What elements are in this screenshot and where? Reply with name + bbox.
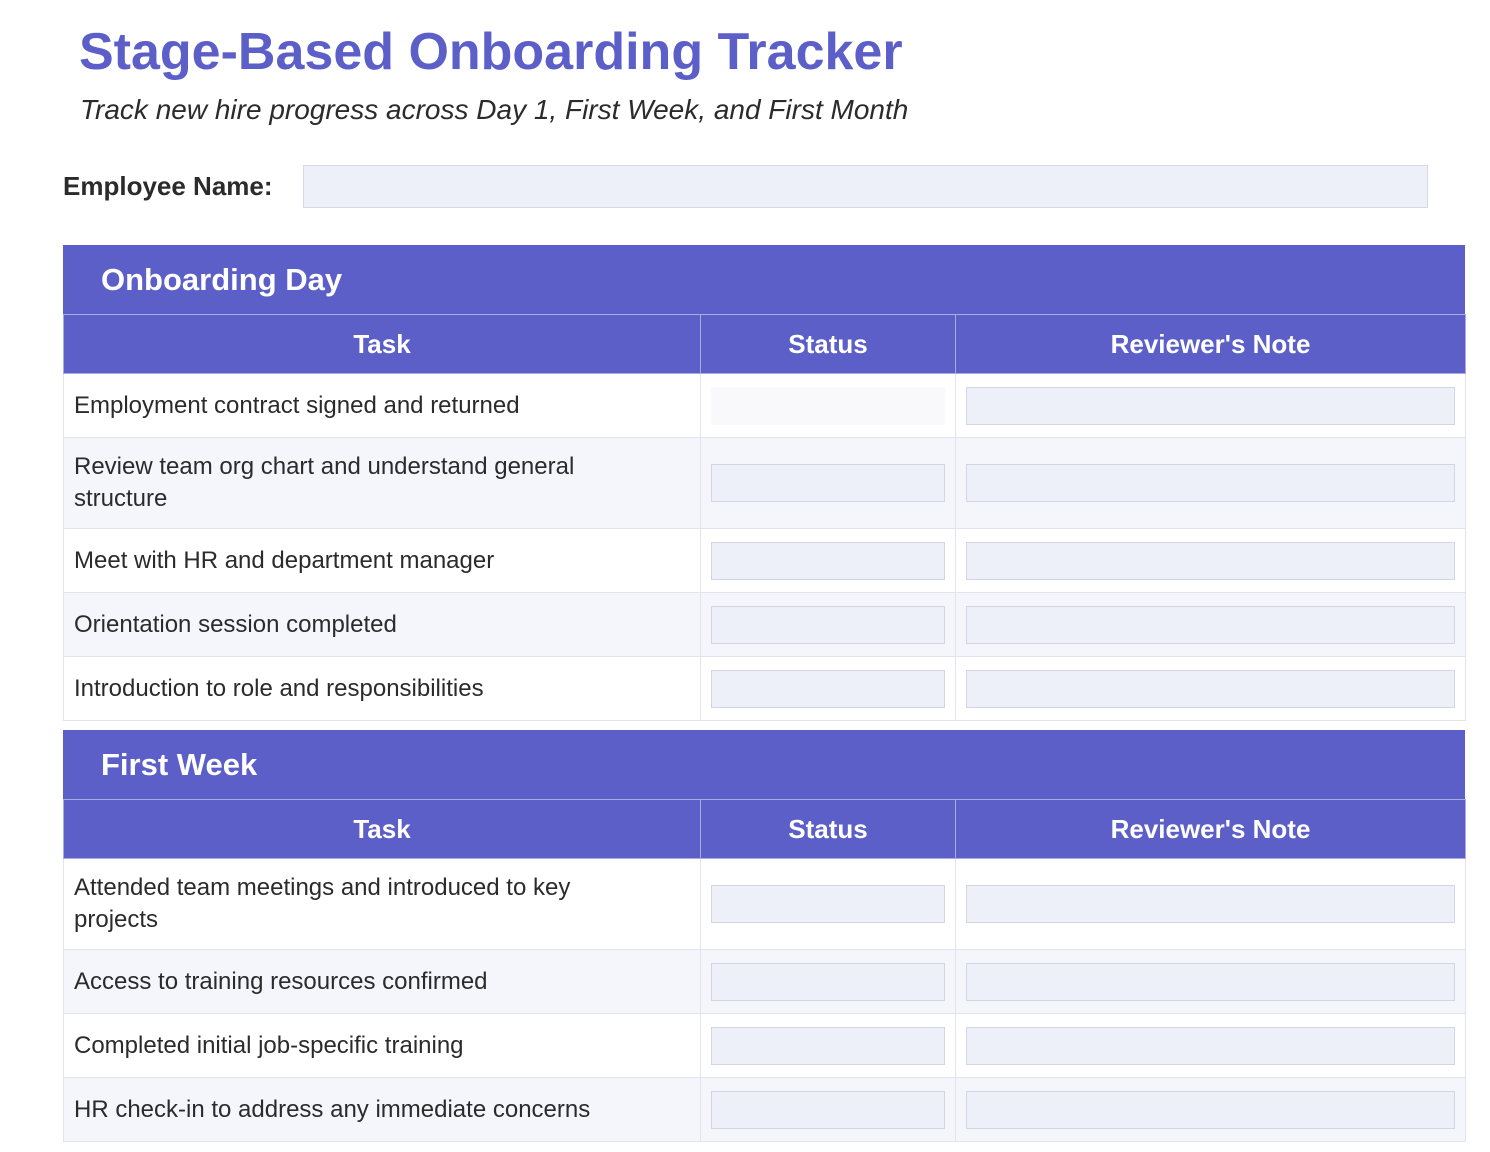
employee-name-input[interactable] xyxy=(303,165,1428,208)
status-cell xyxy=(701,1014,956,1078)
table-row xyxy=(64,859,1466,950)
page-title: Stage-Based Onboarding Tracker xyxy=(79,23,903,81)
section-onboarding-day xyxy=(63,245,1465,721)
status-cell xyxy=(701,374,956,438)
status-input[interactable] xyxy=(711,1027,945,1065)
reviewer-note-input[interactable] xyxy=(966,670,1455,708)
task-cell: Attended team meetings and introduced to key projects xyxy=(64,859,701,950)
reviewer-note-input[interactable] xyxy=(966,1091,1455,1129)
note-cell xyxy=(956,657,1466,721)
employee-name-label: Employee Name: xyxy=(63,171,273,201)
status-cell xyxy=(701,950,956,1014)
task-table xyxy=(63,799,1466,1142)
status-cell xyxy=(701,438,956,529)
task-cell: Review team org chart and understand general structure xyxy=(64,438,701,529)
reviewer-note-input[interactable] xyxy=(966,963,1455,1001)
table-row xyxy=(64,950,1466,1014)
note-cell xyxy=(956,593,1466,657)
column-header-task: Task xyxy=(64,315,701,374)
status-input[interactable] xyxy=(711,885,945,923)
status-input[interactable] xyxy=(711,963,945,1001)
status-cell xyxy=(701,859,956,950)
column-header-status: Status xyxy=(701,315,956,374)
status-input[interactable] xyxy=(711,387,945,425)
note-cell xyxy=(956,374,1466,438)
note-cell xyxy=(956,1014,1466,1078)
page-subtitle: Track new hire progress across Day 1, First Week, and First Month xyxy=(80,94,909,125)
status-cell xyxy=(701,529,956,593)
status-input[interactable] xyxy=(711,464,945,502)
note-cell xyxy=(956,438,1466,529)
task-cell: Meet with HR and department manager xyxy=(64,529,701,593)
status-input[interactable] xyxy=(711,1091,945,1129)
table-row xyxy=(64,657,1466,721)
task-table xyxy=(63,314,1466,721)
task-cell: Completed initial job-specific training xyxy=(64,1014,701,1078)
section-title: First Week xyxy=(63,730,1465,799)
note-cell xyxy=(956,1078,1466,1142)
reviewer-note-input[interactable] xyxy=(966,387,1455,425)
table-row xyxy=(64,529,1466,593)
employee-name-row xyxy=(63,165,1428,208)
table-row xyxy=(64,1078,1466,1142)
task-cell: Introduction to role and responsibilities xyxy=(64,657,701,721)
section-first-week xyxy=(63,730,1465,1142)
status-input[interactable] xyxy=(711,606,945,644)
reviewer-note-input[interactable] xyxy=(966,885,1455,923)
reviewer-note-input[interactable] xyxy=(966,542,1455,580)
status-cell xyxy=(701,657,956,721)
table-row xyxy=(64,593,1466,657)
task-cell: HR check-in to address any immediate concerns xyxy=(64,1078,701,1142)
table-row xyxy=(64,1014,1466,1078)
column-header-note: Reviewer's Note xyxy=(956,800,1466,859)
section-title: Onboarding Day xyxy=(63,245,1465,314)
reviewer-note-input[interactable] xyxy=(966,1027,1455,1065)
reviewer-note-input[interactable] xyxy=(966,606,1455,644)
table-header-row xyxy=(64,800,1466,859)
note-cell xyxy=(956,529,1466,593)
status-input[interactable] xyxy=(711,670,945,708)
table-header-row xyxy=(64,315,1466,374)
status-input[interactable] xyxy=(711,542,945,580)
task-cell: Access to training resources confirmed xyxy=(64,950,701,1014)
table-row xyxy=(64,438,1466,529)
column-header-task: Task xyxy=(64,800,701,859)
reviewer-note-input[interactable] xyxy=(966,464,1455,502)
status-cell xyxy=(701,593,956,657)
status-cell xyxy=(701,1078,956,1142)
note-cell xyxy=(956,950,1466,1014)
table-row xyxy=(64,374,1466,438)
column-header-note: Reviewer's Note xyxy=(956,315,1466,374)
task-cell: Orientation session completed xyxy=(64,593,701,657)
task-cell: Employment contract signed and returned xyxy=(64,374,701,438)
column-header-status: Status xyxy=(701,800,956,859)
note-cell xyxy=(956,859,1466,950)
